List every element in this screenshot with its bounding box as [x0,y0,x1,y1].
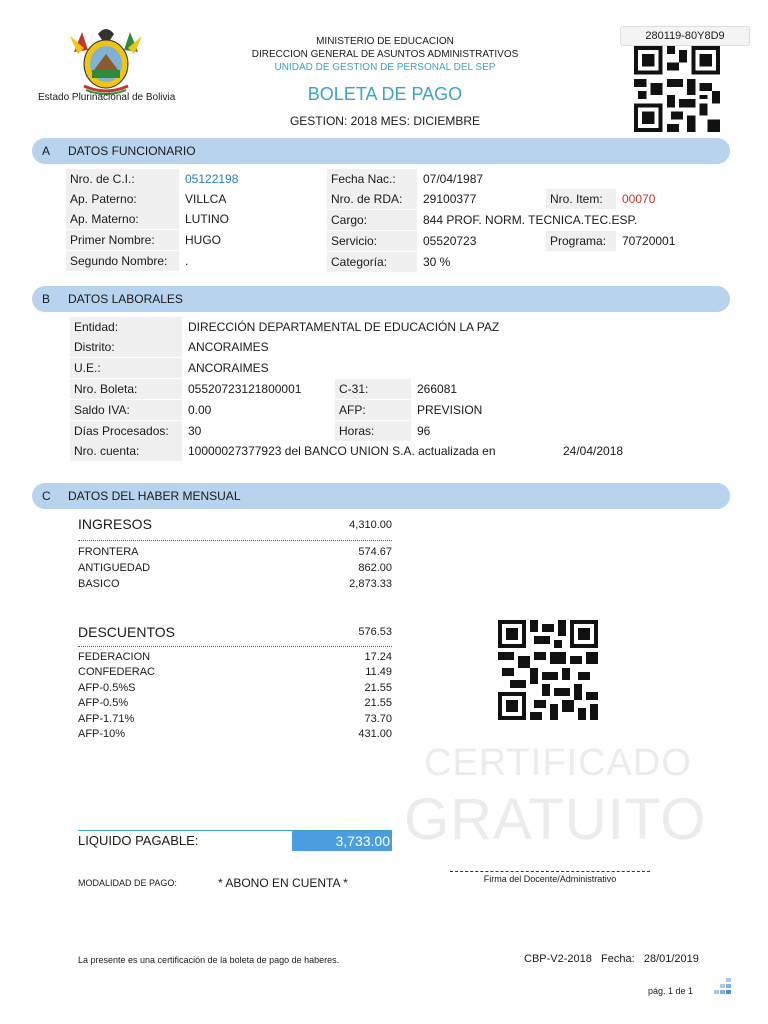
item-label: Nro. Item: [546,189,616,209]
ue-value: ANCORAIMES [184,358,384,378]
categoria-label: Categoría: [327,252,417,272]
signature-label: Firma del Docente/Administrativo [483,874,617,884]
qr-code-icon [634,46,720,132]
dias-value: 30 [184,421,329,441]
footer-version: CBP-V2-2018 Fecha: 28/01/2019 [524,953,699,965]
modalidad-label: MODALIDAD DE PAGO: [78,878,177,888]
cargo-label: Cargo: [327,210,417,230]
cuenta-date: 24/04/2018 [559,441,649,461]
nombre1-value: HUGO [181,230,313,250]
iva-value: 0.00 [184,400,329,420]
section-c-header [32,483,730,509]
descuento-amount: 17.24 [364,651,392,663]
descuento-amount: 11.49 [365,666,392,678]
ingresos-divider [78,540,392,541]
descuento-item: AFP-0.5% [78,697,129,709]
descuentos-total: 576.53 [358,626,392,638]
cuenta-value: 10000027377923 del BANCO UNION S.A. actualizada en [184,441,554,461]
cargo-value: 844 PROF. NORM. TECNICA.TEC.ESP. [419,210,719,230]
section-letter: C [42,489,51,503]
ingreso-amount: 2,873.33 [349,578,392,590]
section-letter: A [42,144,51,158]
ingresos-total: 4,310.00 [349,519,392,531]
signature-line [450,871,650,872]
ingreso-amount: 574.67 [358,546,392,558]
section-title: DATOS LABORALES [68,292,183,306]
section-b-header [32,286,730,312]
rda-value: 29100377 [419,189,539,209]
c31-label: C-31: [335,379,411,399]
descuentos-label: DESCUENTOS [78,624,175,640]
ingreso-item: BASICO [78,578,120,590]
fnac-label: Fecha Nac.: [327,169,417,189]
ingresos-label: INGRESOS [78,516,152,532]
materno-value: LUTINO [181,209,313,229]
item-value: 00070 [618,189,708,209]
ue-label: U.E.: [70,358,182,378]
descuento-amount: 21.55 [364,682,392,694]
nombre1-label: Primer Nombre: [66,230,179,250]
afp-label: AFP: [335,400,411,420]
categoria-value: 30 % [419,252,539,272]
descuento-amount: 431.00 [358,728,392,740]
liquido-value: 3,733.00 [292,831,392,851]
ci-value: 05122198 [181,169,313,189]
c31-value: 266081 [413,379,523,399]
state-name: Estado Plurinacional de Bolivia [38,92,176,103]
entidad-value: DIRECCIÓN DEPARTAMENTAL DE EDUCACIÓN LA PAZ [184,317,604,337]
ingreso-amount: 862.00 [358,562,392,574]
descuento-item: FEDERACION [78,651,151,663]
ci-label: Nro. de C.I.: [66,169,179,189]
page-number: pág. 1 de 1 [648,986,694,996]
descuento-item: AFP-0.5%S [78,682,136,694]
section-title: DATOS DEL HABER MENSUAL [68,489,241,503]
programa-label: Programa: [546,231,616,251]
document-code: 280119-80Y8D9 [620,26,750,46]
servicio-label: Servicio: [327,231,417,251]
programa-value: 70720001 [618,231,708,251]
dias-label: Días Procesados: [70,421,182,441]
materno-label: Ap. Materno: [66,209,179,229]
boleta-value: 05520723121800001 [184,379,329,399]
paterno-value: VILLCA [181,189,313,209]
servicio-value: 05520723 [419,231,539,251]
distrito-label: Distrito: [70,337,182,357]
descuento-amount: 21.55 [364,697,392,709]
horas-label: Horas: [335,421,411,441]
iva-label: Saldo IVA: [70,400,182,420]
section-title: DATOS FUNCIONARIO [68,144,196,158]
direction-name: DIRECCION GENERAL DE ASUNTOS ADMINISTRATIVOS [251,49,519,60]
paterno-label: Ap. Paterno: [66,189,179,209]
boleta-label: Nro. Boleta: [70,379,182,399]
watermark-certificado: CERTIFICADO [424,742,692,784]
rda-label: Nro. de RDA: [327,189,417,209]
descuento-item: AFP-10% [78,728,126,740]
distrito-value: ANCORAIMES [184,337,384,357]
descuentos-divider [78,646,392,647]
descuento-item: CONFEDERAC [78,666,156,678]
document-title: BOLETA DE PAGO [307,84,463,104]
qr-code-icon [498,620,598,720]
footer-note: La presente es una certificación de la boleta de pago de haberes. [78,955,340,965]
ingreso-item: ANTIGUEDAD [78,562,151,574]
fnac-value: 07/04/1987 [419,169,539,189]
entidad-label: Entidad: [70,317,182,337]
modalidad-value: * ABONO EN CUENTA * [218,876,348,890]
bolivia-coat-of-arms-icon [64,24,148,96]
unit-name: UNIDAD DE GESTION DE PERSONAL DEL SEP [274,62,496,73]
nombre2-value: . [181,251,313,271]
section-letter: B [42,292,51,306]
horas-value: 96 [413,421,523,441]
section-a-header [32,138,730,164]
descuento-item: AFP-1.71% [78,713,135,725]
liquido-label: LIQUIDO PAGABLE: [78,833,199,848]
watermark-gratuito: GRATUITO [404,787,707,852]
nombre2-label: Segundo Nombre: [66,251,179,271]
cuenta-label: Nro. cuenta: [70,441,182,461]
descuento-amount: 73.70 [364,713,392,725]
ministry-name: MINISTERIO DE EDUCACION [316,36,454,47]
page-grid-icon [710,978,732,996]
period-label: GESTION: 2018 MES: DICIEMBRE [289,114,481,128]
ingreso-item: FRONTERA [78,546,139,558]
afp-value: PREVISION [413,400,523,420]
